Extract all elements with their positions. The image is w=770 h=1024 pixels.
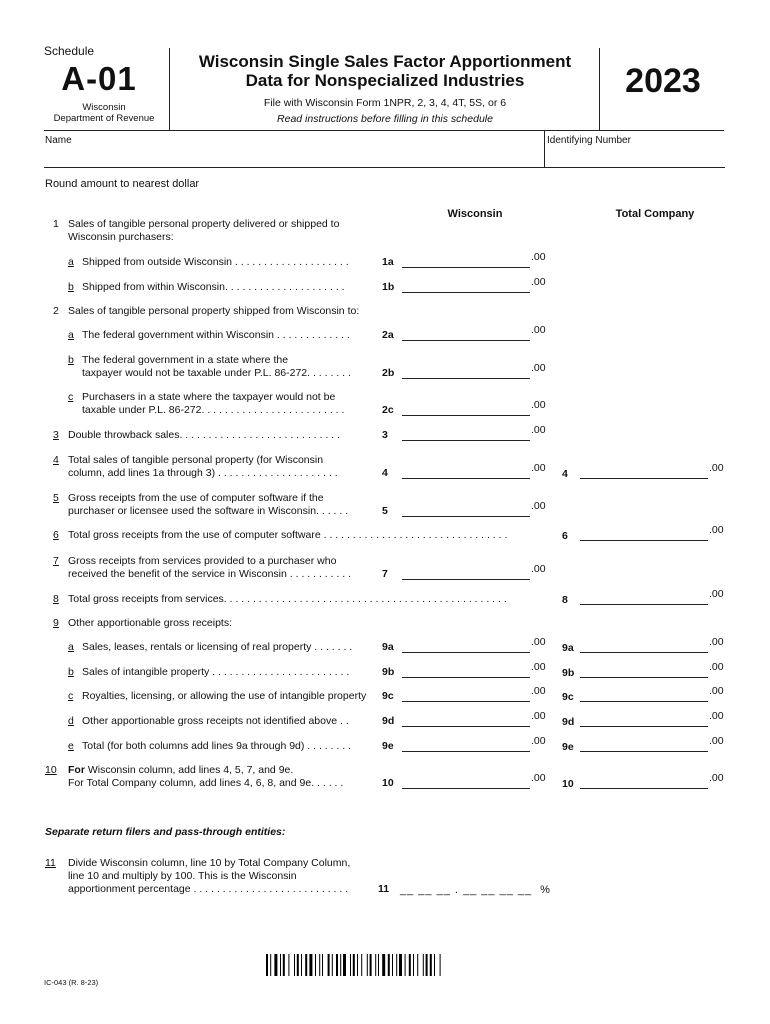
barcode-bar [315,954,316,976]
total-company-amount-field[interactable] [580,664,708,678]
barcode-bar [370,954,372,976]
line-description [68,593,507,606]
barcode-bar [332,954,333,976]
barcode-bar [322,954,323,976]
wisconsin-cents: .00 [531,276,546,288]
barcode-bar [375,954,376,976]
wisconsin-amount-field[interactable] [402,327,530,341]
wisconsin-amount-field[interactable] [402,503,530,517]
line-description-text: taxable under P.L. 86-272. . . . . . . . . . . . . . . . . . . . . . . . . [82,404,345,416]
dept-line1: Wisconsin [82,102,126,113]
total-company-cents: .00 [709,661,724,673]
total-company-line-label: 4 [562,468,568,480]
wisconsin-cents: .00 [531,362,546,374]
wisconsin-cents: .00 [531,636,546,648]
line-description-text: column, add lines 1a through 3) . . . . . . . . . . . . . . . . . . . . . [68,467,338,479]
wisconsin-line-label: 5 [382,505,388,517]
line-description [68,764,343,790]
wisconsin-amount-field[interactable] [402,254,530,268]
barcode-bar [399,954,402,976]
barcode-bar [336,954,338,976]
wisconsin-column-header: Wisconsin [447,208,503,220]
barcode-bar [280,954,281,976]
total-company-amount-field[interactable] [580,527,708,541]
line-description [82,354,351,380]
line-description-text: Total (for both columns add lines 9a through 9d) . . . . . . . . [82,740,352,752]
barcode-bar [270,954,271,976]
line-description [68,492,348,518]
wisconsin-line-label: 3 [382,429,388,441]
identifying-number-label: Identifying Number [547,135,631,146]
separate-return-title: Separate return filers and pass-through entities: [45,826,286,838]
wisconsin-amount-field[interactable] [402,639,530,653]
header-bottom-rule [44,130,724,131]
barcode-bar [343,954,346,976]
line-number: 9 [53,617,59,629]
line-description [68,218,339,244]
barcode-bar [328,954,330,976]
line-number: 7 [53,555,59,567]
line-11-text1: Divide Wisconsin column, line 10 by Total Company Column, [68,857,351,869]
barcode-bar [301,954,302,976]
line-number: 6 [53,529,59,541]
wisconsin-cents: .00 [531,710,546,722]
line-number: 3 [53,429,59,441]
apportionment-percentage-field[interactable] [400,884,551,896]
title-line2: Data for Nonspecialized Industries [245,71,525,90]
line-description-text: received the benefit of the service in Wisconsin . . . . . . . . . . . [68,568,352,580]
wisconsin-line-label: 4 [382,467,388,479]
line-description-text: Total gross receipts from services. . . . . . . . . . . . . . . . . . . . . . . . . . . . . . . . . . . . . . . . . . . . . . . . . [68,593,507,605]
line-description-text: Royalties, licensing, or allowing the use of intangible property [82,690,367,702]
line-11-label: 11 [378,883,390,895]
total-company-line-label: 10 [562,778,574,790]
line-description [82,391,344,417]
department [44,102,164,124]
wisconsin-line-label: 9d [382,715,395,727]
file-with-note: File with Wisconsin Form 1NPR, 2, 3, 4, 4T, 5S, or 6 [263,97,507,109]
total-company-amount-field[interactable] [580,688,708,702]
total-company-line-label: 8 [562,594,568,606]
line-number: a [68,329,74,341]
line-description [68,429,340,442]
percentage-blanks: __ __ __ . __ __ __ __ [400,884,533,896]
line-number: 5 [53,492,59,504]
form-code: A-01 [61,60,137,97]
total-company-cents: .00 [709,588,724,600]
line-description-text: Other apportionable gross receipts: [68,617,233,629]
wisconsin-line-label: 10 [382,777,394,789]
total-company-line-label: 9d [562,716,575,728]
line-description-text: Gross receipts from the use of computer software if the [68,492,324,504]
wisconsin-line-label: 7 [382,568,388,580]
wisconsin-amount-field[interactable] [402,427,530,441]
total-company-line-label: 9e [562,741,574,753]
line-11-text2: line 10 and multiply by 100. This is the Wisconsin [68,870,297,882]
wisconsin-cents: .00 [531,424,546,436]
barcode-bar [417,954,418,976]
line-description-text: Total sales of tangible personal property (for Wisconsin [68,454,324,466]
barcode-bar [430,954,432,976]
barcode-bar [413,954,414,976]
barcode [266,954,506,976]
total-company-cents: .00 [709,772,724,784]
line-number: 1 [53,218,59,230]
wisconsin-cents: .00 [531,735,546,747]
total-company-amount-field[interactable] [580,639,708,653]
line-description [82,690,366,703]
dept-line2: Department of Revenue [53,113,155,124]
total-company-amount-field[interactable] [580,713,708,727]
barcode-bar [361,954,362,976]
line-description-text: Shipped from within Wisconsin. . . . . . . . . . . . . . . . . . . . . [82,281,345,293]
read-instructions: Read instructions before filling in this schedule [277,113,493,125]
wisconsin-amount-field[interactable] [402,566,530,580]
barcode-bar [294,954,295,976]
wisconsin-line-label: 9e [382,740,394,752]
header-left [44,44,169,124]
line-number: 2 [53,305,59,317]
total-company-cents: .00 [709,710,724,722]
line-number: 4 [53,454,59,466]
total-company-amount-field[interactable] [580,465,708,479]
line-11-text3: apportionment percentage . . . . . . . . . . . . . . . . . . . . . . . . . . . [68,883,349,895]
line-description-text: Double throwback sales. . . . . . . . . . . . . . . . . . . . . . . . . . . . [68,429,340,441]
barcode-bar [440,954,441,976]
total-company-cents: .00 [709,462,724,474]
wisconsin-line-label: 2a [382,329,394,341]
line-description-text: Shipped from outside Wisconsin . . . . . . . . . . . . . . . . . . . . [82,256,349,268]
line-description [82,256,349,269]
wisconsin-cents: .00 [531,500,546,512]
schedule-label: Schedule [44,44,95,58]
line-description [68,305,359,318]
line-description-text: Sales of intangible property . . . . . . . . . . . . . . . . . . . . . . . . [82,666,350,678]
barcode-bar [353,954,355,976]
line-number: 8 [53,593,59,605]
name-field[interactable] [44,154,544,168]
wisconsin-amount-field[interactable] [402,688,530,702]
line-description-text: Sales of tangible personal property shipped from Wisconsin to: [68,305,360,317]
line-description-text: purchaser or licensee used the software in Wisconsin. . . . . . [68,505,349,517]
line-number: a [68,256,74,268]
name-label: Name [45,135,72,146]
line-description [68,529,507,542]
wisconsin-cents: .00 [531,563,546,575]
total-company-line-label: 9c [562,691,574,703]
line-description-text: Purchasers in a state where the taxpayer would not be [82,391,336,403]
total-company-amount-field[interactable] [580,591,708,605]
barcode-bar [405,954,406,976]
wisconsin-amount-field[interactable] [402,664,530,678]
barcode-bar [409,954,411,976]
barcode-bar [297,954,299,976]
line-description-text: Total gross receipts from the use of computer software . . . . . . . . . . . . . . . . . . . . . . . . . . . . . . . . [68,529,508,541]
barcode-bar [434,954,435,976]
line-number: b [68,666,74,678]
line-description-text: For Wisconsin column, add lines 4, 5, 7, and 9e. [68,764,294,776]
line-description [82,715,349,728]
identifying-number-field[interactable] [545,154,725,168]
wisconsin-cents: .00 [531,324,546,336]
wisconsin-line-label: 9c [382,690,394,702]
barcode-bar [350,954,351,976]
wisconsin-line-label: 9a [382,641,394,653]
barcode-bar [367,954,368,976]
total-company-cents: .00 [709,735,724,747]
line-description-bold: For [68,764,85,776]
tax-year: 2023 [625,62,701,100]
wisconsin-line-label: 2c [382,404,394,416]
line-description-text: The federal government in a state where the [82,354,289,366]
wisconsin-cents: .00 [531,685,546,697]
wisconsin-amount-field[interactable] [402,465,530,479]
total-company-cents: .00 [709,685,724,697]
total-company-column-header: Total Company [615,208,695,220]
barcode-bar [288,954,289,976]
line-description-text: Gross receipts from services provided to a purchaser who [68,555,337,567]
line-number: a [68,641,74,653]
line-description-text: taxpayer would not be taxable under P.L. 86-272. . . . . . . . [82,367,351,379]
line-description [68,454,338,480]
barcode-bar [305,954,307,976]
wisconsin-amount-field[interactable] [402,365,530,379]
line-number: b [68,281,74,293]
barcode-bar [266,954,268,976]
line-description-text: Wisconsin purchasers: [68,231,174,243]
barcode-bar [309,954,312,976]
line-description-text: The federal government within Wisconsin . . . . . . . . . . . . . [82,329,350,341]
barcode-bar [378,954,379,976]
line-description-text: Sales, leases, rentals or licensing of real property . . . . . . . [82,641,353,653]
barcode-bar [283,954,285,976]
line-description-text: For Total Company column, add lines 4, 6, 8, and 9e. . . . . . [68,777,344,789]
line-description [68,617,232,630]
barcode-bar [382,954,385,976]
barcode-bar [319,954,320,976]
total-company-line-label: 9b [562,667,575,679]
line-description [82,641,352,654]
wisconsin-cents: .00 [531,251,546,263]
round-note: Round amount to nearest dollar [45,178,200,190]
wisconsin-line-label: 2b [382,367,395,379]
wisconsin-cents: .00 [531,399,546,411]
line-number: 10 [45,764,57,776]
wisconsin-cents: .00 [531,772,546,784]
barcode-bar [426,954,428,976]
wisconsin-amount-field[interactable] [402,738,530,752]
barcode-bar [357,954,358,976]
line-11-number: 11 [45,857,56,869]
barcode-bar [396,954,397,976]
wisconsin-cents: .00 [531,462,546,474]
barcode-bar [340,954,341,976]
line-11-text [68,857,350,896]
line-description [82,666,349,679]
line-number: e [68,740,74,752]
line-number: c [68,690,74,702]
wisconsin-cents: .00 [531,661,546,673]
total-company-cents: .00 [709,524,724,536]
wisconsin-amount-field[interactable] [402,713,530,727]
wisconsin-amount-field[interactable] [402,279,530,293]
line-description [82,329,350,342]
line-description [82,740,351,753]
line-number: d [68,715,74,727]
total-company-line-label: 9a [562,642,574,654]
title-line1: Wisconsin Single Sales Factor Apportionment [198,52,572,71]
wisconsin-amount-field[interactable] [402,775,530,789]
percent-sign: % [540,884,551,896]
barcode-bar [274,954,277,976]
wisconsin-line-label: 9b [382,666,395,678]
wisconsin-line-label: 1a [382,256,394,268]
total-company-cents: .00 [709,636,724,648]
line-description [82,281,345,294]
form-title [170,52,600,90]
total-company-line-label: 6 [562,530,568,542]
line-description [68,555,351,581]
form-footer: IC-043 (R. 8-23) [44,978,99,987]
total-company-amount-field[interactable] [580,775,708,789]
barcode-bar [388,954,390,976]
wisconsin-line-label: 1b [382,281,395,293]
total-company-amount-field[interactable] [580,738,708,752]
line-description-text: Sales of tangible personal property delivered or shipped to [68,218,340,230]
line-description-text: Other apportionable gross receipts not identified above . . [82,715,349,727]
barcode-bar [423,954,424,976]
line-number: c [68,391,74,403]
line-number: b [68,354,74,366]
barcode-bar [392,954,393,976]
wisconsin-amount-field[interactable] [402,402,530,416]
